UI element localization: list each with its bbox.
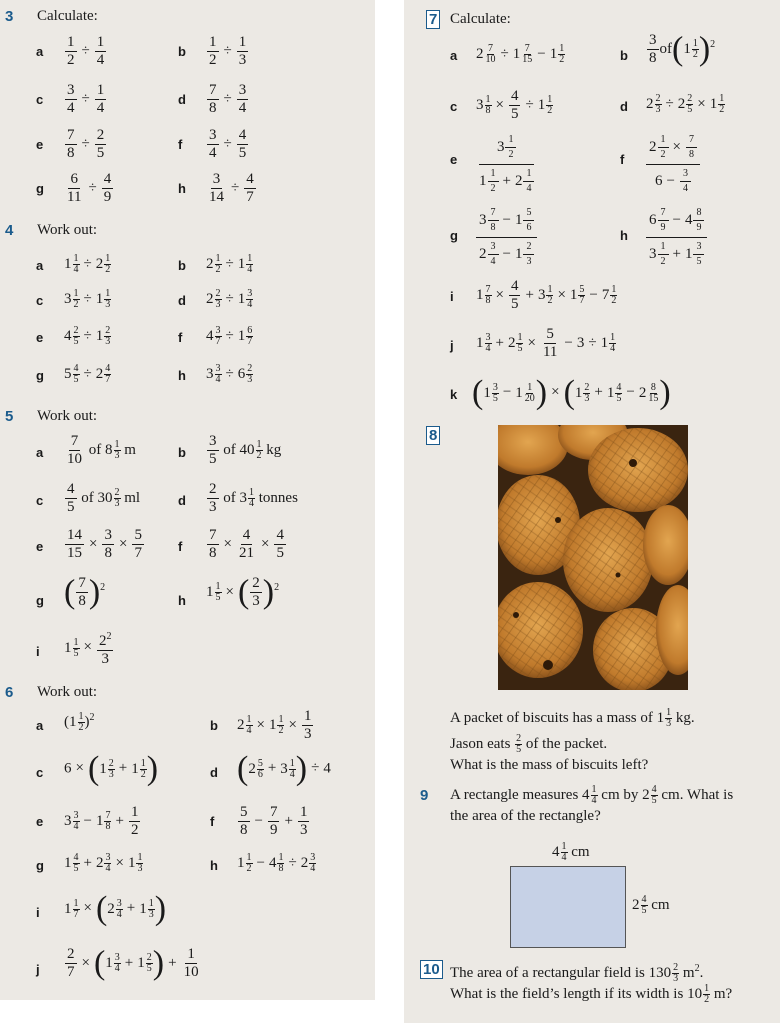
expression: $\frac{7}{8}$ ÷ $\frac{3}{4}$ xyxy=(209,82,247,116)
expression: 4 2 5 ÷ 1 2 3 xyxy=(64,325,111,347)
part-label: a xyxy=(36,258,44,273)
part-label: i xyxy=(36,905,40,920)
expression: 1 1 2 − 4 1 8 ÷ 2 3 4 xyxy=(237,852,316,874)
expression: $\frac{7}{8}$ × $\frac{4}{21}$ × $\frac{4}{5}$ xyxy=(209,527,284,561)
expression: 2 7 10 ÷ 1 7 15 − 1 1 2 xyxy=(476,43,565,65)
part-label: h xyxy=(620,228,628,243)
part-label: c xyxy=(36,493,44,508)
question-title: Work out: xyxy=(37,222,98,238)
expression: 1 3 4 + 2 1 5 × $\frac{5}{11}$ − 3 ÷ 1 1 4 xyxy=(476,326,616,360)
question-text: the area of the rectangle? xyxy=(450,808,601,824)
question-text: What is the mass of biscuits left? xyxy=(450,757,649,773)
question-text: What is the field’s length if its width is 10 1 2 m? xyxy=(450,983,733,1006)
part-label: e xyxy=(450,152,458,167)
part-label: b xyxy=(178,44,186,59)
expression: 1 1 5 × $\frac{2^2}{3}$ xyxy=(64,628,114,668)
biscuits-photo xyxy=(498,425,688,690)
part-label: f xyxy=(178,539,183,554)
expression: 1 1 7 × ( 2 3 4 + 1 1 3 ) xyxy=(64,890,167,927)
part-label: h xyxy=(178,368,186,383)
left-column xyxy=(0,0,375,1000)
part-label: d xyxy=(210,765,218,780)
expression: ( 2 5 6 + 3 1 4 ) ÷ 4 xyxy=(237,750,331,787)
question-text: Jason eats $\frac{2}{5}$ of the packet. xyxy=(450,733,608,756)
part-label: e xyxy=(36,539,44,554)
expression: 6 7 9 − 4 8 9 3 1 2 + 1 3 5 xyxy=(646,204,707,271)
part-label: g xyxy=(36,593,44,608)
part-label: b xyxy=(178,258,186,273)
question-number: 9 xyxy=(420,787,429,804)
part-label: h xyxy=(210,858,218,873)
expression: ( 1 1 2 )$^2$ xyxy=(64,711,95,733)
question-number: 4 xyxy=(5,222,14,239)
part-label: j xyxy=(36,962,40,977)
part-label: e xyxy=(36,137,44,152)
expression: 2 1 4 × 1 1 2 × $\frac{1}{3}$ xyxy=(237,708,312,742)
expression: $\frac{3}{5}$ of 40 1 2 kg xyxy=(209,433,282,467)
part-label: a xyxy=(36,718,44,733)
part-label: c xyxy=(36,765,44,780)
expression: $\frac{4}{5}$ of 30 2 3 ml xyxy=(67,481,141,515)
expression: 3 3 4 − 1 7 8 + $\frac{1}{2}$ xyxy=(64,804,139,838)
expression: 3 7 8 − 1 5 6 2 3 4 − 1 2 3 xyxy=(476,204,537,271)
expression: 2 1 2 × $\frac{7}{8}$ 6 − $\frac{3}{4}$ xyxy=(646,131,700,198)
part-label: c xyxy=(450,99,458,114)
part-label: b xyxy=(178,445,186,460)
expression: 5 4 5 ÷ 2 4 7 xyxy=(64,363,111,385)
expression: $\frac{3}{4}$ ÷ $\frac{1}{4}$ xyxy=(67,82,105,116)
expression: ( $\frac{7}{8}$ )$^2$ xyxy=(64,573,106,611)
part-label: g xyxy=(36,181,44,196)
expression: 4 3 7 ÷ 1 6 7 xyxy=(206,325,253,347)
expression: $\frac{1}{2}$ ÷ $\frac{1}{3}$ xyxy=(209,34,247,68)
expression: 2 2 3 ÷ 1 3 4 xyxy=(206,288,253,310)
part-label: e xyxy=(36,814,44,829)
expression: 3 1 2 1 1 2 + 2 1 4 xyxy=(476,131,537,198)
expression: $\frac{3}{8}$ of( 1 1 2 )$^2$ xyxy=(649,30,716,68)
expression: 1 1 4 ÷ 2 1 2 xyxy=(64,253,111,275)
part-label: c xyxy=(36,92,44,107)
part-label: g xyxy=(36,368,44,383)
rectangle-diagram xyxy=(510,866,626,948)
expression: $\frac{2}{7}$ × ( 1 3 4 + 1 2 5 ) + $\frac{1}{10}$ xyxy=(67,944,199,982)
rectangle-height-label: 2 4 5 cm xyxy=(632,894,670,916)
part-label: a xyxy=(36,445,44,460)
question-number: 5 xyxy=(5,408,14,425)
expression: $\frac{3}{4}$ ÷ $\frac{4}{5}$ xyxy=(209,127,247,161)
part-label: i xyxy=(450,289,454,304)
question-title: Work out: xyxy=(37,408,98,424)
expression: 2 2 3 ÷ 2 2 5 × 1 1 2 xyxy=(646,93,725,115)
part-label: i xyxy=(36,644,40,659)
part-label: d xyxy=(178,293,186,308)
part-label: a xyxy=(36,44,44,59)
part-label: e xyxy=(36,330,44,345)
part-label: b xyxy=(210,718,218,733)
question-title: Calculate: xyxy=(450,11,511,27)
expression: 3 3 4 ÷ 6 2 3 xyxy=(206,363,253,385)
part-label: k xyxy=(450,387,458,402)
part-label: d xyxy=(178,493,186,508)
expression: 1 1 5 × ( $\frac{2}{3}$ )$^2$ xyxy=(206,573,280,611)
part-label: g xyxy=(36,858,44,873)
expression: $\frac{7}{10}$ of 8 1 3 m xyxy=(67,433,136,467)
question-title: Calculate: xyxy=(37,8,98,24)
part-label: c xyxy=(36,293,44,308)
expression: $\frac{6}{11}$ ÷ $\frac{4}{9}$ xyxy=(67,171,112,205)
expression: 2 1 2 ÷ 1 1 4 xyxy=(206,253,253,275)
part-label: g xyxy=(450,228,458,243)
expression: 3 1 8 × $\frac{4}{5}$ ÷ 1 1 2 xyxy=(476,88,553,122)
expression: $\frac{14}{15}$ × $\frac{3}{8}$ × $\frac{5}{7}$ xyxy=(67,527,142,561)
question-number: 6 xyxy=(5,684,14,701)
part-label: b xyxy=(620,48,628,63)
expression: $\frac{3}{14}$ ÷ $\frac{4}{7}$ xyxy=(209,171,254,205)
expression: ( 1 3 5 − 1 1 20 ) × ( 1 2 3 + 1 4 5 − 2 8 15 ) xyxy=(472,374,671,411)
expression: 1 4 5 + 2 3 4 × 1 1 3 xyxy=(64,852,143,874)
question-title: Work out: xyxy=(37,684,98,700)
part-label: f xyxy=(210,814,215,829)
part-label: j xyxy=(450,338,454,353)
question-number: 7 xyxy=(426,10,440,29)
question-text: A packet of biscuits has a mass of 1 1 3 kg. xyxy=(450,707,695,730)
part-label: f xyxy=(178,137,183,152)
question-number: 8 xyxy=(426,426,440,445)
expression: $\frac{5}{8}$ − $\frac{7}{9}$ + $\frac{1}{3}$ xyxy=(240,804,308,838)
expression: $\frac{7}{8}$ ÷ $\frac{2}{5}$ xyxy=(67,127,105,161)
part-label: f xyxy=(620,152,625,167)
part-label: d xyxy=(178,92,186,107)
expression: 3 1 2 ÷ 1 1 3 xyxy=(64,288,111,310)
expression: 1 7 8 × $\frac{4}{5}$ + 3 1 2 × 1 5 7 − 7 1 2 xyxy=(476,278,617,312)
question-text: A rectangle measures 4 1 4 cm by 2 4 5 cm. What is xyxy=(450,784,734,807)
expression: $\frac{2}{3}$ of 3 1 4 tonnes xyxy=(209,481,298,515)
question-number: 10 xyxy=(420,960,443,979)
part-label: f xyxy=(178,330,183,345)
question-number: 3 xyxy=(5,8,14,25)
part-label: h xyxy=(178,181,186,196)
part-label: h xyxy=(178,593,186,608)
part-label: d xyxy=(620,99,628,114)
part-label: a xyxy=(450,48,458,63)
rectangle-width-label: 4 1 4 cm xyxy=(552,841,590,863)
expression: 6 × ( 1 2 3 + 1 1 2 ) xyxy=(64,750,159,787)
expression: $\frac{1}{2}$ ÷ $\frac{1}{4}$ xyxy=(67,34,105,68)
question-text: The area of a rectangular field is 130 2 3 $m^2$. xyxy=(450,962,704,985)
